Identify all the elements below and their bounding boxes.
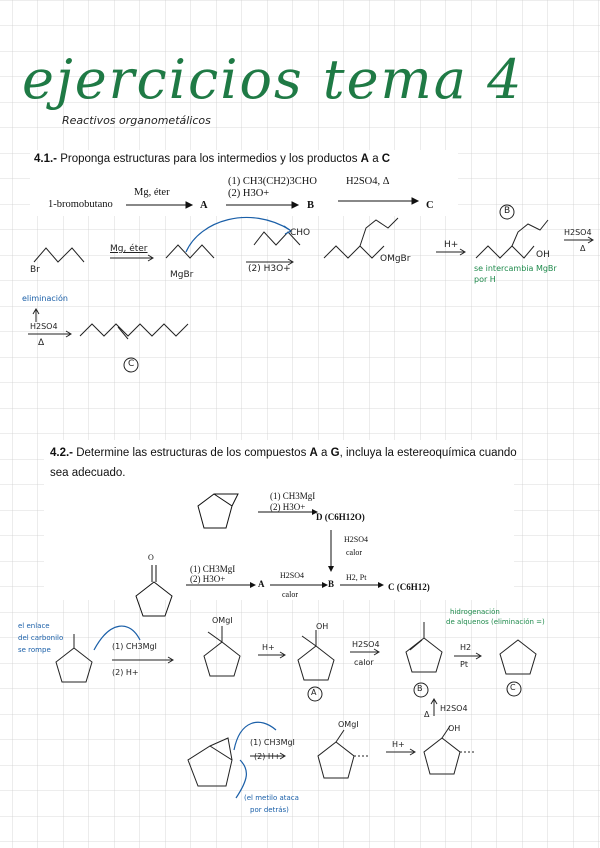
q42-epox-reagent-2: (2) H3O+ (270, 502, 306, 512)
q42-A: A (258, 579, 265, 589)
q41-step3-reagent: H2SO4, Δ (346, 176, 390, 187)
q41-note-exchange-2: por H (474, 275, 496, 284)
q42-pt: Pt (460, 660, 468, 669)
q42-prompt-line1: 4.2.- Determine las estructuras de los compuestos A a G, incluya la estereoquímica cuando (50, 447, 517, 459)
q42-ketone-o: O (148, 553, 154, 562)
q42-note-left-1: el enlace (18, 622, 50, 630)
q42-ket-reagent-1: (1) CH3MgI (190, 564, 236, 574)
q42-c-label: C (510, 683, 516, 692)
q42-hplus-2: H+ (392, 740, 405, 749)
q41-A: A (200, 200, 208, 211)
q41-step2-reagent-2: (2) H3O+ (228, 188, 270, 199)
q42-ket-reagent-2: (2) H3O+ (190, 574, 226, 584)
q42-epox-reag-2: (2) H+ (254, 752, 281, 761)
q41-start: 1-bromobutano (48, 199, 113, 210)
q41-C: C (426, 200, 434, 211)
q42-h2so4-1: H2SO4 (344, 535, 369, 544)
q42-D: D (C6H12O) (316, 512, 365, 522)
q42-calor-2: calor (282, 590, 298, 599)
q42-calor-1: calor (346, 548, 362, 557)
q41-prompt: 4.1.- Proponga estructuras para los intermedios y los productos A a C (34, 153, 391, 165)
q41-note-exchange-1: se intercambia MgBr (474, 264, 557, 273)
q41-c-label: C (128, 359, 135, 369)
q42-h2so4-vert: H2SO4 (440, 704, 468, 713)
q42-h2pt: H2, Pt (346, 573, 367, 582)
q42-reag-2: (2) H+ (112, 668, 139, 677)
q42-note-left-2: del carbonilo (18, 634, 64, 642)
q41-cho-label: CHO (290, 228, 311, 238)
q42-B: B (328, 579, 335, 589)
q41-br-label: Br (30, 265, 40, 275)
q41-h3o-label: (2) H3O+ (248, 264, 291, 274)
q42-h2: H2 (460, 643, 472, 652)
q42-b-label: B (417, 684, 423, 693)
q42-oh: OH (316, 622, 329, 631)
q42-hydrog-2: de alquenos (eliminación =) (446, 618, 545, 626)
q41-step1-reagent: Mg, éter (134, 187, 170, 198)
q41-B: B (307, 200, 315, 211)
q42-hydrog-1: hidrogenación (450, 608, 500, 616)
q42-oh-2: OH (448, 724, 461, 733)
q41-omgbr-label: OMgBr (380, 254, 411, 264)
q42-reag-1: (1) CH3MgI (112, 642, 157, 651)
q41-hplus-label: H+ (444, 240, 459, 250)
q41-b-label: B (504, 206, 511, 216)
q42-h2so4: H2SO4 (352, 640, 380, 649)
q42-note-left-3: se rompe (18, 646, 51, 654)
q41-oh-label: OH (536, 250, 550, 260)
q41-mg-label: Mg, éter (110, 244, 148, 254)
q41-h2so4-left: H2SO4 (30, 322, 58, 331)
q42-epox-reag-1: (1) CH3MgI (250, 738, 295, 747)
q42-a-label: A (311, 688, 317, 697)
q42-h2so4-2: H2SO4 (280, 571, 305, 580)
q42-delta: Δ (424, 710, 430, 719)
page-title: ejercicios tema 4 (22, 48, 524, 111)
q42-prompt-line2: sea adecuado. (50, 467, 126, 479)
q41-elim-label: eliminación (22, 294, 68, 303)
q42-hplus: H+ (262, 643, 275, 652)
q42-omgi: OMgI (212, 616, 233, 625)
page-subtitle: Reactivos organometálicos (62, 114, 211, 127)
q42-omgi-2: OMgI (338, 720, 359, 729)
q41-mgbr-label: MgBr (170, 270, 194, 280)
q42-note-methyl-1: (el metilo ataca (244, 794, 299, 802)
q41-h2so4-right: H2SO4 (564, 228, 592, 237)
q41-delta-left: Δ (38, 338, 45, 348)
q41-step2-reagent-1: (1) CH3(CH2)3CHO (228, 176, 317, 187)
q42-calor: calor (354, 658, 374, 667)
q41-delta-right: Δ (580, 244, 586, 253)
q42-C: C (C6H12) (388, 582, 430, 592)
q42-epox-reagent-1: (1) CH3MgI (270, 491, 316, 501)
q42-note-methyl-2: por detrás) (250, 806, 289, 814)
